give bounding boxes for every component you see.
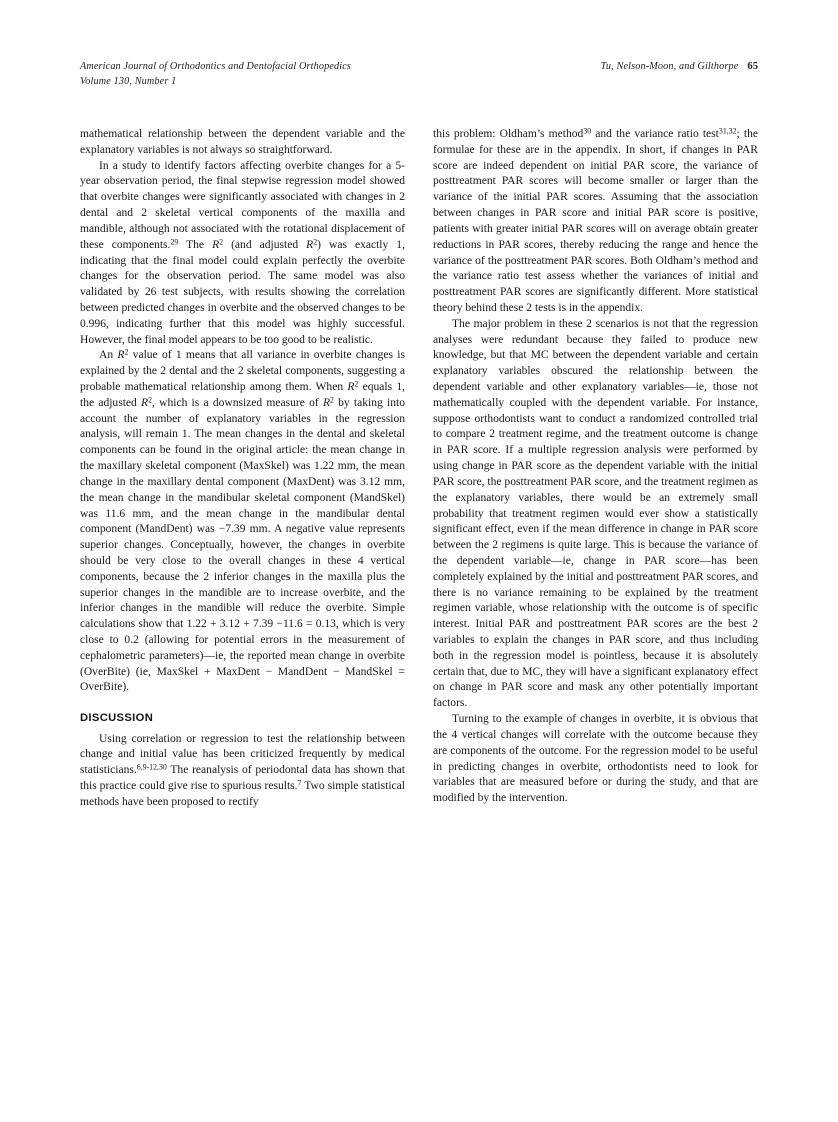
math-exponent: 2 <box>330 395 334 405</box>
reference-marker: 29 <box>170 237 179 247</box>
author-names: Tu, Nelson-Moon, and Gilthorpe <box>600 61 739 72</box>
paragraph-oldham-method <box>433 127 758 317</box>
page-number: 65 <box>747 61 758 72</box>
math-exponent: 2 <box>219 237 224 247</box>
paragraph-text-segment: this problem: Oldham’s method <box>433 128 584 140</box>
paragraph-text-segment: The reanalysis of periodontal data has shown that this practice could give rise to spurious results. <box>80 764 405 792</box>
paragraph-text-segment: Two simple statistical methods have been proposed to rectify <box>80 780 406 808</box>
math-symbol-r: R <box>117 349 125 362</box>
math-symbol-r: R <box>306 238 314 251</box>
paragraph-r2-value <box>80 348 405 696</box>
paragraph-major-problem <box>433 317 758 712</box>
paragraph-text-segment: , which is a downsized measure of <box>152 396 323 409</box>
paragraph-overbite-study <box>80 159 405 349</box>
paragraph-text-segment: The <box>178 238 213 251</box>
reference-marker: 31,32 <box>718 126 737 136</box>
paragraph-text-segment: by taking into account the number of explanatory variables in the regression analysis, will remain 1. The mean changes in the dental and skeletal components can be found in the original article: the mean change in the maxillary skeletal component (MaxSkel) was 1.22 mm, the mean change in the maxillary dental component (MaxDent) was 3.12 mm, the mean change in the mandibular skeletal component (MandSkel) was 11.6 mm, and the mean change in the mandibular dental component (MandDent) was −7.39 mm. A negative value represents superior changes. Conceptually, however, the changes in overbite should be very close to the overall changes in these 4 vertical components, because the 2 inferior changes in the maxilla plus the superior changes in the mandible are to increase overbite, and the inferior changes in the mandible will reduce the overbite. Simple calculations show that 1.22 + 3.12 + 7.39 −11.6 = 0.13, which is very close to 0.2 (allowing for potential errors in the measurement of cephalometric parameters)—ie, the reported mean change in overbite (OverBite) (ie, MaxSkel + MaxDent − MandDent − MandSkel = OverBite). <box>80 396 405 694</box>
paragraph-text-segment: (and adjusted <box>223 238 307 251</box>
journal-title: American Journal of Orthodontics and Dentofacial Orthopedics <box>80 61 352 72</box>
math-exponent: 2 <box>148 395 153 405</box>
paragraph-text: Turning to the example of changes in overbite, it is obvious that the 4 vertical changes will correlate with the outcome because they are components of the outcome. For the regression model to be useful in predicting changes in overbite, orthodontists need to look for variables that are measured before or during the study, and that are modified by the intervention. <box>433 713 758 805</box>
paragraph-text-segment: and the variance ratio test <box>591 128 719 140</box>
running-head <box>80 60 758 94</box>
running-head-right <box>601 60 758 75</box>
reference-marker: 7 <box>297 778 302 788</box>
paragraph-text-segment: value of 1 means that all variance in overbite changes is explained by the 2 dental and the 2 skeletal components, suggesting a probable mathematical relationship among them. When <box>80 349 406 393</box>
journal-volume-issue: Volume 130, Number 1 <box>80 75 177 87</box>
math-exponent: 2 <box>313 237 318 247</box>
paragraph-text: The major problem in these 2 scenarios is not that the regression analyses were redundant because they failed to produce new knowledge, but that MC between the dependent variable and certain explanatory variables obscured the relationship between the dependent variable and other explanatory variables—ie, those not mathematically coupled with the dependent variable. For instance, suppose orthodontists want to conduct a randomized controlled trial to compare 2 treatment regime, and the treatment outcome is change in PAR score. If a multiple regression analysis were performed by using change in PAR score as the dependent variable with the initial PAR score, the posttreatment PAR score, and the treatment regimen as the explanatory variables, there would be an extremely small probability that treatment regimen would ever show a statistically significant effect, even if the mean difference in change in PAR score between the 2 regimens is quite large. This is because the variance of the dependent variable—ie, change in PAR score—has been completely explained by the initial and posttreatment PAR scores, and there is no variance remaining to be explained by the treatment regimen variable, whose relationship with the outcome is of specific interest. Initial PAR and posttreatment PAR scores are the best 2 variables to explain the changes in PAR score, and thus including both in the regression model is pointless, because it is absolutely certain that, due to MC, they will have a significant explanatory effect on change in PAR score and mask any other potentially important factors. <box>433 317 758 710</box>
paragraph-text: mathematical relationship between the dependent variable and the explanatory variables is not always so straightforward. <box>80 128 405 156</box>
math-symbol-r: R <box>347 381 355 393</box>
math-symbol-r: R <box>212 238 220 251</box>
math-exponent: 2 <box>124 348 129 358</box>
right-column <box>433 127 758 807</box>
reference-marker: 30 <box>583 126 592 136</box>
paragraph-text-segment: In a study to identify factors affecting overbite changes for a 5-year observation period, the final stepwise regression model showed that overbite changes were significantly associated with changes in 2 dental and 2 skeletal vertical components of the maxilla and mandible, although not associated with the rotational displacement of these components. <box>80 159 405 251</box>
paragraph-text-segment: ) was exactly 1, indicating that the final model could explain perfectly the overbite changes for the observation period. The same model was also validated by 26 test subjects, with results showing the correlation between predicted changes in overbite and the observed changes to be 0.996, indicating further that this model was highly successful. However, the final model appears to be too good to be realistic. <box>80 238 405 346</box>
math-exponent: 2 <box>354 379 359 389</box>
paragraph-text-segment: Using correlation or regression to test the relationship between change and initial value has been criticized frequently by medical statisticians. <box>80 732 405 777</box>
paragraph-turning-overbite <box>433 712 758 807</box>
math-symbol-r: R <box>322 396 331 409</box>
paragraph-text-segment: An <box>99 349 118 362</box>
section-heading-discussion: DISCUSSION <box>80 711 154 724</box>
left-column <box>80 127 405 811</box>
paragraph-continued <box>80 127 405 159</box>
reference-marker: 6,9-12,30 <box>136 762 167 772</box>
paragraph-text-segment: ; the formulae for these are in the appendix. In short, if changes in PAR score are indeed dependent on initial PAR score, the variance of posttreatment PAR scores will become smaller or larger than the variance of the initial PAR scores. Assuming that the association between changes in PAR score and initial PAR score is positive, patients with greater initial PAR scores will on average obtain greater reductions in PAR scores, thereby reducing the range and hence the variance of the posttreatment PAR scores. Both Oldham’s method and the variance ratio test assess whether the variances of initial and posttreatment PAR scores are significantly different. More statistical theory behind these 2 tests is in the appendix. <box>433 128 758 314</box>
paragraph-discussion-intro <box>80 732 405 811</box>
math-symbol-r: R <box>141 396 149 409</box>
paragraph-text-segment: equals 1, the adjusted <box>80 381 405 409</box>
journal-title-block <box>80 60 351 89</box>
